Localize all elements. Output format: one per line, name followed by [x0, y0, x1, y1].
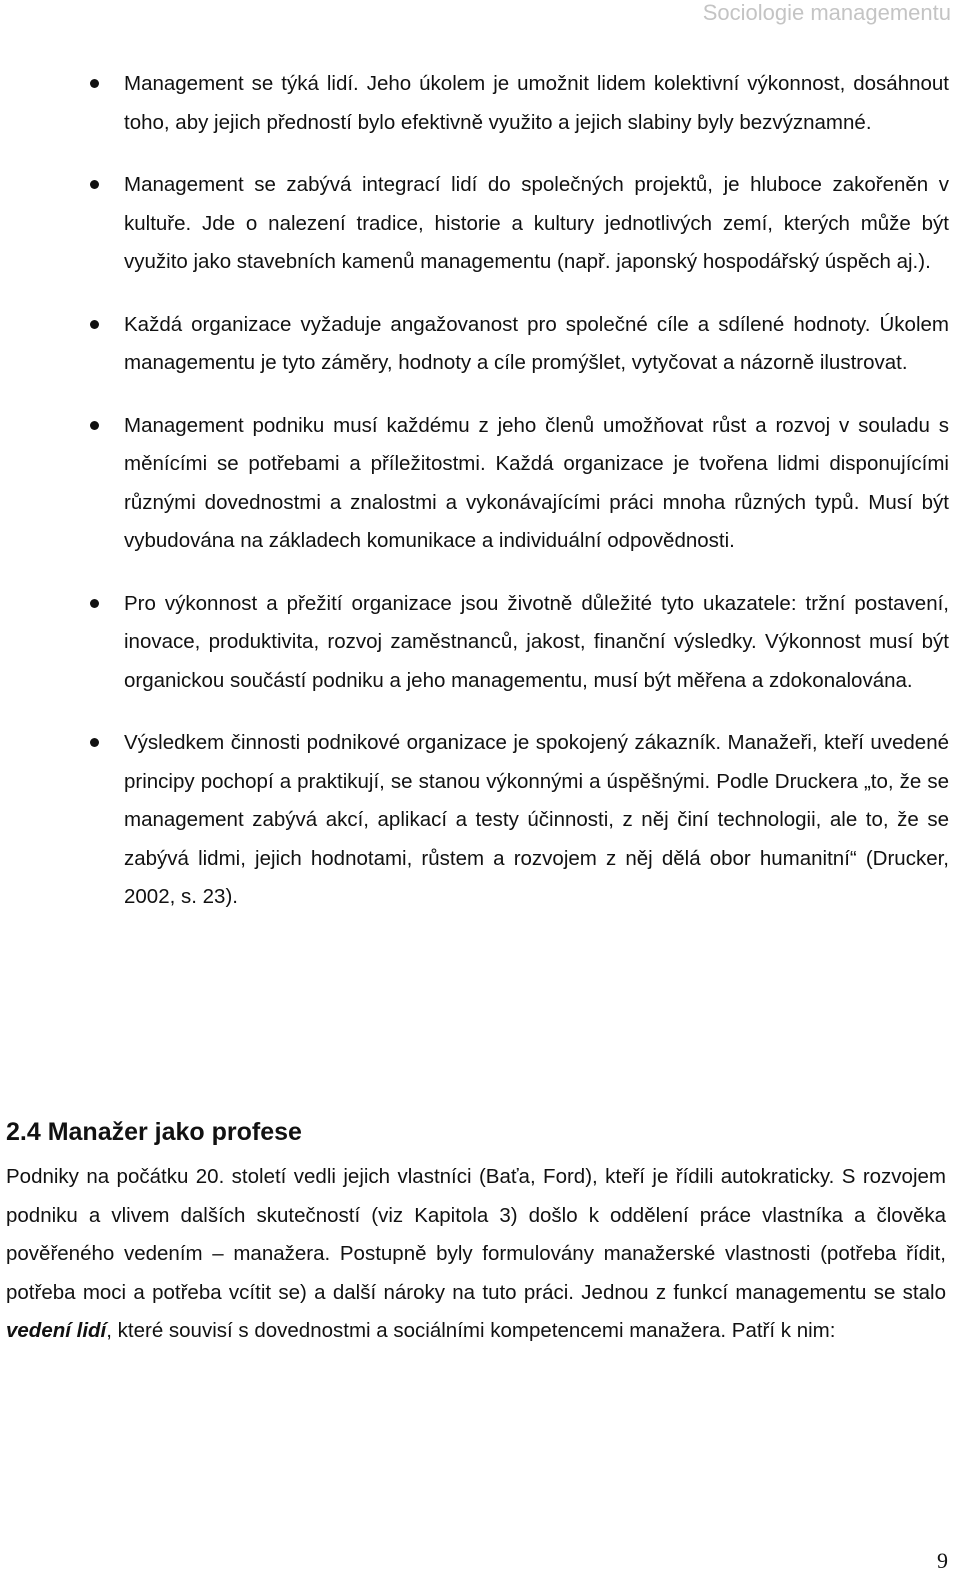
section-heading: 2.4 Manažer jako profese	[6, 1118, 302, 1146]
paragraph-text-after: , které souvisí s dovednostmi a sociálními kompetencemi manažera. Patří k nim:	[106, 1319, 836, 1342]
bullet-point-icon	[90, 180, 99, 189]
bullet-item	[0, 407, 960, 561]
bullet-text: Výsledkem činnosti podnikové organizace je spokojený zákazník. Manažeři, kteří uvedené principy pochopí a praktikují, se stanou výkonnými a úspěšnými. Podle Druckera „to, že se management zabývá akcí, aplikací a testy účinnosti, z něj činí technologii, ale to, že se zabývá lidmi, jejich hodnotami, růstem a rozvojem z něj dělá obor humanitní“ (Drucker, 2002, s. 23).	[124, 731, 949, 908]
bullet-point-icon	[90, 79, 99, 88]
emphasized-term: vedení lidí	[6, 1319, 107, 1342]
bullet-text: Management podniku musí každému z jeho členů umožňovat růst a rozvoj v souladu s měnícími se potřebami a příležitostmi. Každá organizace je tvořena lidmi disponujícími různými dovednostmi a znalostmi a vykonávajícími práci mnoha různých typů. Musí být vybudována na základech komunikace a individuální odpovědnosti.	[124, 413, 949, 552]
bullet-text: Management se zabývá integrací lidí do společných projektů, je hluboce zakořeněn v kultuře. Jde o nalezení tradice, historie a kultury jednotlivých zemí, kterých může být využito jako stavebních kamenů managementu (např. japonský hospodářský úspěch aj.).	[124, 173, 949, 273]
bullet-text: Každá organizace vyžaduje angažovanost pro společné cíle a sdílené hodnoty. Úkolem managementu je tyto záměry, hodnoty a cíle promýšlet, vytyčovat a názorně ilustrovat.	[124, 312, 949, 374]
bullet-item	[0, 724, 960, 917]
bullet-item	[0, 166, 960, 282]
page-number: 9	[937, 1548, 948, 1573]
bullet-point-icon	[90, 738, 99, 747]
bullet-item	[0, 65, 960, 142]
bullet-point-icon	[90, 320, 99, 329]
bullet-text: Management se týká lidí. Jeho úkolem je umožnit lidem kolektivní výkonnost, dosáhnout toho, aby jejich předností bylo efektivně využito a jejich slabiny byly bezvýznamné.	[124, 72, 949, 134]
bullet-item	[0, 585, 960, 701]
paragraph-text-before: Podniky na počátku 20. století vedli jejich vlastníci (Baťa, Ford), kteří je řídili autokraticky. S rozvojem podniku a vlivem dalších skutečností (viz Kapitola 3) došlo k oddělení práce vlastníka a člověka pověřeného vedením – manažera. Postupně byly formulovány manažerské vlastnosti (potřeba řídit, potřeba moci a potřeba vcítit se) a další nároky na tuto práci. Jednou z funkcí managementu se stalo	[6, 1165, 946, 1304]
bullet-item	[0, 306, 960, 383]
bullet-list	[0, 65, 960, 941]
section-paragraph	[6, 1158, 946, 1351]
bullet-text: Pro výkonnost a přežití organizace jsou životně důležité tyto ukazatele: tržní postavení, inovace, produktivita, rozvoj zaměstnanců, jakost, finanční výsledky. Výkonnost musí být organickou součástí podniku a jeho managementu, musí být měřena a zdokonalována.	[124, 591, 949, 692]
bullet-point-icon	[90, 421, 99, 430]
running-header: Sociologie managementu	[702, 0, 951, 25]
bullet-point-icon	[90, 599, 99, 608]
